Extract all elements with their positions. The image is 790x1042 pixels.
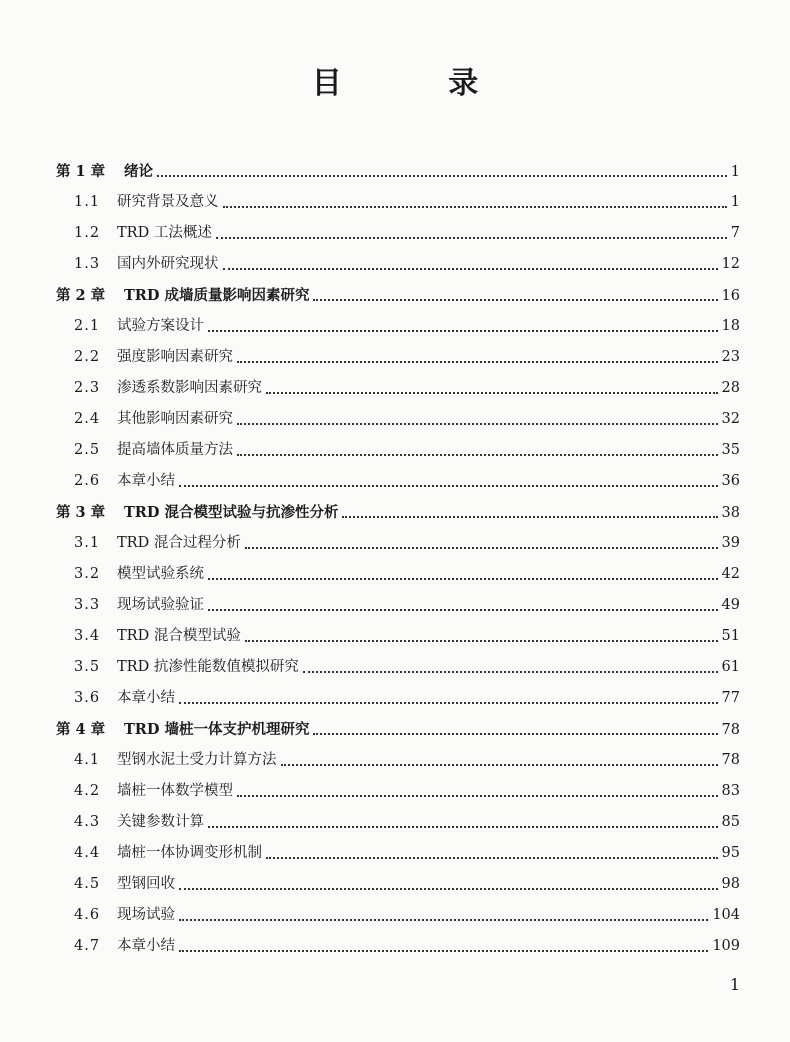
toc-entry-title: 型钢回收 <box>117 876 175 892</box>
toc-chapter-entry <box>56 714 740 745</box>
toc-entry-page: 51 <box>721 628 740 644</box>
toc-chapter-entry <box>56 156 740 187</box>
toc-chapter-entry <box>56 280 740 311</box>
toc-entry-title: 现场试验验证 <box>117 597 204 613</box>
toc-entry-number: 3.4 <box>74 628 101 644</box>
toc-entry-number: 4.1 <box>74 752 101 768</box>
toc-entry-title: 绪论 <box>124 163 153 180</box>
toc-entry-title: 墙桩一体数学模型 <box>117 783 233 799</box>
toc-entry-title: TRD 混合模型试验 <box>117 628 241 644</box>
dot-leader <box>303 671 718 673</box>
toc-entry-number: 第 2 章 <box>56 287 106 304</box>
page-number: 1 <box>729 975 740 994</box>
toc-section-entry <box>56 528 740 559</box>
dot-leader <box>223 268 718 270</box>
toc-section-entry <box>56 931 740 962</box>
toc-entry-page: 85 <box>721 814 740 830</box>
dot-leader <box>281 764 718 766</box>
dot-leader <box>157 175 727 177</box>
toc-entry-page: 104 <box>712 907 740 923</box>
toc-entry-page: 95 <box>721 845 740 861</box>
toc-entry-number: 1.2 <box>74 225 101 241</box>
toc-section-entry <box>56 683 740 714</box>
toc-entry-title: 其他影响因素研究 <box>117 411 233 427</box>
toc-entry-number: 3.3 <box>74 597 101 613</box>
toc-section-entry <box>56 621 740 652</box>
dot-leader <box>208 330 718 332</box>
dot-leader <box>245 547 718 549</box>
toc-entry-title: TRD 成墙质量影响因素研究 <box>124 287 310 304</box>
toc-entry-title: 本章小结 <box>117 473 175 489</box>
toc-entry-page: 16 <box>721 288 740 304</box>
toc-entry-title: 试验方案设计 <box>117 318 204 334</box>
toc-section-entry <box>56 435 740 466</box>
dot-leader <box>245 640 718 642</box>
toc-entry-title: TRD 墙桩一体支护机理研究 <box>124 721 310 738</box>
dot-leader <box>216 237 727 239</box>
toc-entry-page: 98 <box>721 876 740 892</box>
toc-entry-page: 7 <box>730 225 740 241</box>
toc-entry-number: 4.3 <box>74 814 101 830</box>
toc-entry-number: 3.6 <box>74 690 101 706</box>
toc-entry-title: TRD 工法概述 <box>117 225 212 241</box>
toc-entry-number: 2.6 <box>74 473 101 489</box>
toc-entry-title: 现场试验 <box>117 907 175 923</box>
toc-entry-number: 3.2 <box>74 566 101 582</box>
toc-entry-number: 4.5 <box>74 876 101 892</box>
dot-leader <box>208 826 718 828</box>
toc-section-entry <box>56 745 740 776</box>
toc-entry-title: 渗透系数影响因素研究 <box>117 380 262 396</box>
toc-section-entry <box>56 869 740 900</box>
toc-entry-page: 1 <box>730 164 740 180</box>
toc-entry-title: 关键参数计算 <box>117 814 204 830</box>
toc-entry-number: 2.1 <box>74 318 101 334</box>
dot-leader <box>179 485 718 487</box>
dot-leader <box>179 950 708 952</box>
toc-section-entry <box>56 838 740 869</box>
dot-leader <box>313 733 717 735</box>
toc-entry-page: 1 <box>730 194 740 210</box>
toc-entry-page: 77 <box>721 690 740 706</box>
toc-entry-page: 109 <box>712 938 740 954</box>
dot-leader <box>179 888 718 890</box>
toc-entry-title: 提高墙体质量方法 <box>117 442 233 458</box>
toc-entry-number: 1.1 <box>74 194 101 210</box>
toc-entry-page: 78 <box>721 722 740 738</box>
toc-entry-number: 2.4 <box>74 411 101 427</box>
dot-leader <box>237 454 718 456</box>
toc-entry-number: 第 1 章 <box>56 163 106 180</box>
toc-section-entry <box>56 249 740 280</box>
toc-entry-title: TRD 混合模型试验与抗渗性分析 <box>124 504 339 521</box>
dot-leader <box>179 702 718 704</box>
dot-leader <box>179 919 708 921</box>
toc-entry-title: TRD 混合过程分析 <box>117 535 241 551</box>
page-title: 目 录 <box>311 66 527 101</box>
toc-section-entry <box>56 466 740 497</box>
toc-entry-page: 42 <box>721 566 740 582</box>
toc-entry-number: 1.3 <box>74 256 101 272</box>
toc-entry-page: 23 <box>721 349 740 365</box>
dot-leader <box>237 423 718 425</box>
toc-section-entry <box>56 373 740 404</box>
dot-leader <box>223 206 727 208</box>
toc-entry-page: 61 <box>721 659 740 675</box>
toc-entry-title: 研究背景及意义 <box>117 194 219 210</box>
toc-entry-title: 本章小结 <box>117 690 175 706</box>
toc-entry-title: 模型试验系统 <box>117 566 204 582</box>
dot-leader <box>342 516 717 518</box>
toc-section-entry <box>56 559 740 590</box>
toc-entry-page: 78 <box>721 752 740 768</box>
toc-entry-number: 3.1 <box>74 535 101 551</box>
toc-entry-title: 强度影响因素研究 <box>117 349 233 365</box>
toc-entry-number: 第 4 章 <box>56 721 106 738</box>
toc-section-entry <box>56 187 740 218</box>
dot-leader <box>208 609 718 611</box>
toc-entry-number: 2.3 <box>74 380 101 396</box>
toc-entry-title: 本章小结 <box>117 938 175 954</box>
toc-entry-page: 38 <box>721 505 740 521</box>
toc-section-entry <box>56 807 740 838</box>
toc-entry-title: 国内外研究现状 <box>117 256 219 272</box>
toc-section-entry <box>56 342 740 373</box>
toc-entry-page: 39 <box>721 535 740 551</box>
toc-entry-page: 18 <box>721 318 740 334</box>
toc-section-entry <box>56 590 740 621</box>
toc-entry-title: 型钢水泥土受力计算方法 <box>117 752 277 768</box>
toc-entry-number: 第 3 章 <box>56 504 106 521</box>
toc-entry-number: 4.4 <box>74 845 101 861</box>
toc-entry-title: TRD 抗渗性能数值模拟研究 <box>117 659 299 675</box>
table-of-contents <box>56 156 740 962</box>
toc-section-entry <box>56 900 740 931</box>
dot-leader <box>208 578 718 580</box>
toc-section-entry <box>56 652 740 683</box>
dot-leader <box>237 795 718 797</box>
toc-section-entry <box>56 218 740 249</box>
toc-entry-number: 4.6 <box>74 907 101 923</box>
toc-entry-title: 墙桩一体协调变形机制 <box>117 845 262 861</box>
toc-entry-number: 4.2 <box>74 783 101 799</box>
toc-entry-page: 36 <box>721 473 740 489</box>
dot-leader <box>313 299 717 301</box>
toc-entry-page: 28 <box>721 380 740 396</box>
toc-entry-page: 12 <box>721 256 740 272</box>
toc-section-entry <box>56 311 740 342</box>
toc-entry-number: 4.7 <box>74 938 101 954</box>
toc-entry-page: 32 <box>721 411 740 427</box>
toc-entry-page: 35 <box>721 442 740 458</box>
toc-entry-page: 83 <box>721 783 740 799</box>
dot-leader <box>266 392 718 394</box>
dot-leader <box>237 361 718 363</box>
dot-leader <box>266 857 718 859</box>
toc-entry-number: 2.5 <box>74 442 101 458</box>
toc-entry-page: 49 <box>721 597 740 613</box>
toc-section-entry <box>56 404 740 435</box>
toc-section-entry <box>56 776 740 807</box>
toc-entry-number: 3.5 <box>74 659 101 675</box>
toc-chapter-entry <box>56 497 740 528</box>
toc-entry-number: 2.2 <box>74 349 101 365</box>
